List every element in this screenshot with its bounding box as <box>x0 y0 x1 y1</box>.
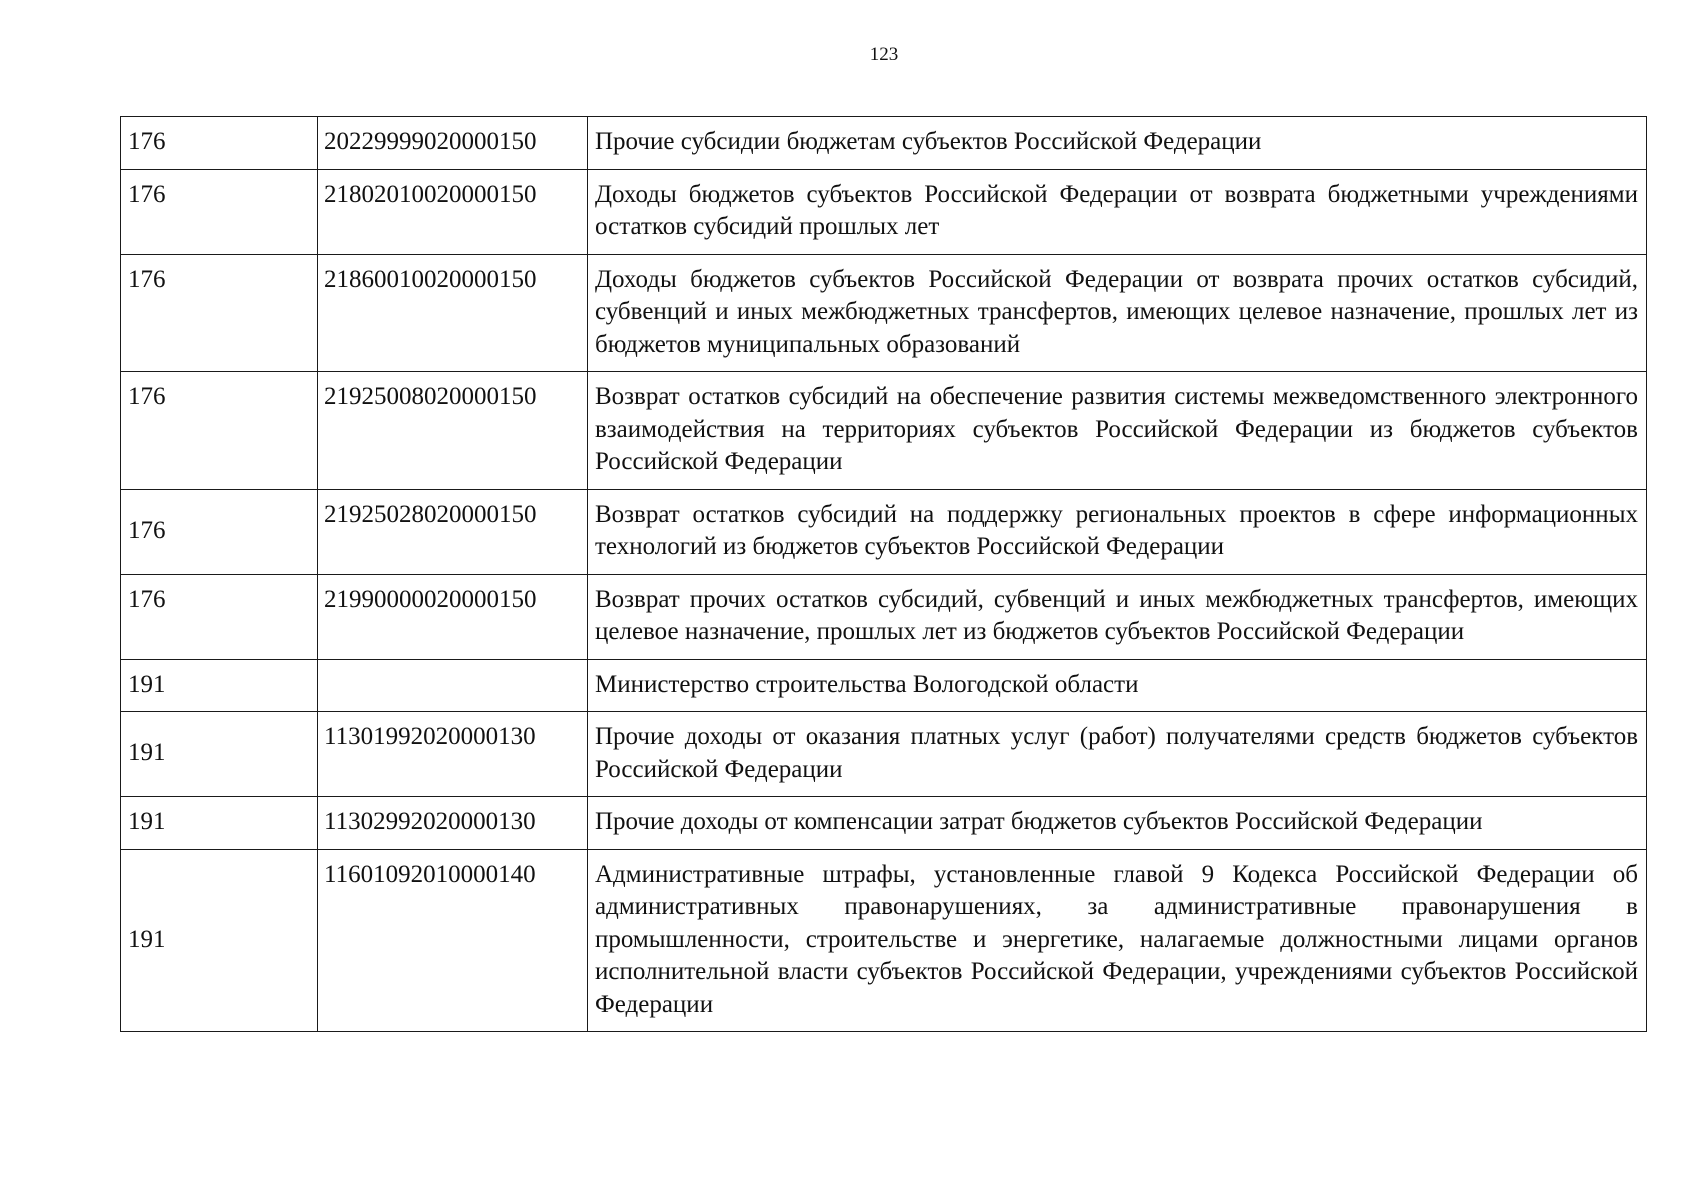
budget-code-cell: 21925008020000150 <box>318 372 588 490</box>
description-cell: Прочие доходы от оказания платных услуг (работ) получателями средств бюджетов субъектов Российской Федерации <box>588 712 1647 797</box>
description-cell: Прочие доходы от компенсации затрат бюджетов субъектов Российской Федерации <box>588 797 1647 850</box>
budget-code-cell: 20229999020000150 <box>318 117 588 170</box>
admin-code-cell: 191 <box>121 849 318 1032</box>
budget-code-cell: 21802010020000150 <box>318 169 588 254</box>
table-row <box>121 489 1647 574</box>
description-cell: Возврат остатков субсидий на поддержку региональных проектов в сфере информационных технологий из бюджетов субъектов Российской Федерации <box>588 489 1647 574</box>
budget-code-cell <box>318 659 588 712</box>
admin-code-cell: 176 <box>121 574 318 659</box>
budget-code-cell: 11302992020000130 <box>318 797 588 850</box>
description-cell: Возврат прочих остатков субсидий, субвенций и иных межбюджетных трансфертов, имеющих целевое назначение, прошлых лет из бюджетов субъектов Российской Федерации <box>588 574 1647 659</box>
budget-code-cell: 21990000020000150 <box>318 574 588 659</box>
table-row <box>121 797 1647 850</box>
budget-code-cell: 11601092010000140 <box>318 849 588 1032</box>
description-cell: Доходы бюджетов субъектов Российской Федерации от возврата прочих остатков субсидий, субвенций и иных межбюджетных трансфертов, имеющих целевое назначение, прошлых лет из бюджетов муниципальных образований <box>588 254 1647 372</box>
budget-code-cell: 21925028020000150 <box>318 489 588 574</box>
table-row <box>121 372 1647 490</box>
budget-code-cell: 21860010020000150 <box>318 254 588 372</box>
description-cell: Возврат остатков субсидий на обеспечение развития системы межведомственного электронного взаимодействия на территориях субъектов Российской Федерации из бюджетов субъектов Российской Федерации <box>588 372 1647 490</box>
table-row <box>121 849 1647 1032</box>
revenue-codes-table <box>120 116 1647 1032</box>
table-row <box>121 254 1647 372</box>
page-number: 123 <box>869 44 899 65</box>
table-row <box>121 117 1647 170</box>
admin-code-cell: 176 <box>121 489 318 574</box>
admin-code-cell: 191 <box>121 712 318 797</box>
admin-code-cell: 191 <box>121 659 318 712</box>
table-row <box>121 659 1647 712</box>
admin-code-cell: 176 <box>121 372 318 490</box>
admin-code-cell: 176 <box>121 254 318 372</box>
description-cell: Министерство строительства Вологодской области <box>588 659 1647 712</box>
table-row <box>121 712 1647 797</box>
admin-code-cell: 191 <box>121 797 318 850</box>
admin-code-cell: 176 <box>121 117 318 170</box>
description-cell: Административные штрафы, установленные главой 9 Кодекса Российской Федерации об административных правонарушениях, за административные правонарушения в промышленности, строительстве и энергетике, налагаемые должностными лицами органов исполнительной власти субъектов Российской Федерации, учреждениями субъектов Российской Федерации <box>588 849 1647 1032</box>
table-row <box>121 574 1647 659</box>
budget-code-cell: 11301992020000130 <box>318 712 588 797</box>
admin-code-cell: 176 <box>121 169 318 254</box>
description-cell: Доходы бюджетов субъектов Российской Федерации от возврата бюджетными учреждениями остатков субсидий прошлых лет <box>588 169 1647 254</box>
description-cell: Прочие субсидии бюджетам субъектов Российской Федерации <box>588 117 1647 170</box>
table-row <box>121 169 1647 254</box>
